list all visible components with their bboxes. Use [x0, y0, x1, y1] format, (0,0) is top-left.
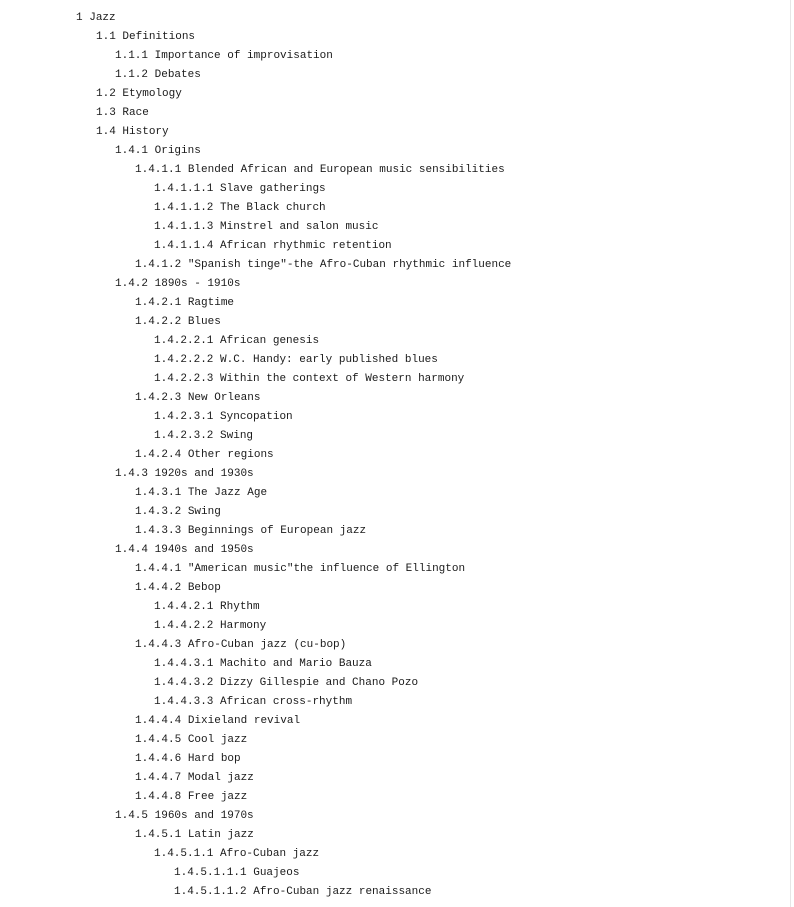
toc-entry-number: 1.4.4.3 — [135, 639, 182, 651]
toc-entry-title: 1940s and 1950s — [154, 544, 254, 556]
toc-entry[interactable] — [0, 619, 511, 638]
toc-entry-title: African genesis — [220, 335, 320, 347]
toc-entry-title: Rhythm — [220, 601, 260, 613]
toc-entry-title: Harmony — [220, 620, 267, 632]
toc-entry-title: 1890s - 1910s — [154, 278, 241, 290]
toc-entry-number: 1.4.4.2.2 — [154, 620, 214, 632]
toc-entry-number: 1.4.4.5 — [135, 734, 182, 746]
toc-entry[interactable] — [0, 638, 511, 657]
toc-entry-title: Afro-Cuban jazz renaissance — [253, 886, 432, 898]
toc-entry-title: Swing — [187, 506, 221, 518]
toc-entry[interactable] — [0, 201, 511, 220]
toc-entry[interactable] — [0, 676, 511, 695]
toc-entry-title: Etymology — [122, 88, 182, 100]
toc-entry-title: History — [122, 126, 169, 138]
toc-entry-title: W.C. Handy: early published blues — [220, 354, 438, 366]
toc-entry[interactable] — [0, 429, 511, 448]
toc-entry-number: 1.4 — [96, 126, 116, 138]
toc-entry[interactable] — [0, 505, 511, 524]
toc-entry-title: Machito and Mario Bauza — [220, 658, 372, 670]
toc-entry-title: Within the context of Western harmony — [220, 373, 465, 385]
toc-entry-title: 1920s and 1930s — [154, 468, 254, 480]
toc-entry-number: 1.4.2.3.2 — [154, 430, 214, 442]
toc-entry-title: Cool jazz — [187, 734, 248, 746]
toc-entry-title: Beginnings of European jazz — [187, 525, 367, 537]
toc-entry[interactable] — [0, 486, 511, 505]
toc-entry[interactable] — [0, 68, 511, 87]
toc-entry-number: 1.1.1 — [115, 50, 149, 62]
toc-entry-title: Latin jazz — [187, 829, 254, 841]
toc-entry-number: 1.4.2.4 — [135, 449, 182, 461]
toc-entry[interactable] — [0, 657, 511, 676]
toc-entry-title: Bebop — [187, 582, 221, 594]
toc-entry-title: 1960s and 1970s — [154, 810, 254, 822]
toc-entry-number: 1.4.1.1.2 — [154, 202, 214, 214]
toc-entry-title: New Orleans — [187, 392, 261, 404]
toc-entry-title: Swing — [220, 430, 254, 442]
toc-entry[interactable] — [0, 885, 511, 904]
toc-entry-number: 1.4.4 — [115, 544, 149, 556]
toc-entry[interactable] — [0, 30, 511, 49]
toc-entry-number: 1.4.5.1.1 — [154, 848, 214, 860]
toc-entry-title: Ragtime — [187, 297, 235, 309]
toc-entry-number: 1.4.4.7 — [135, 772, 182, 784]
toc-entry-number: 1.4.1.2 — [135, 259, 182, 271]
toc-entry-number: 1.4.1 — [115, 145, 149, 157]
toc-entry[interactable] — [0, 524, 511, 543]
toc-entry-title: Free jazz — [187, 791, 248, 803]
toc-entry[interactable] — [0, 163, 511, 182]
toc-entry-title: "American music"the influence of Ellington — [187, 563, 466, 575]
toc-entry-number: 1.4.2.2.2 — [154, 354, 214, 366]
toc-entry[interactable] — [0, 600, 511, 619]
toc-entry[interactable] — [0, 562, 511, 581]
toc-entry-number: 1.4.4.2.1 — [154, 601, 214, 613]
toc-entry[interactable] — [0, 752, 511, 771]
toc-entry[interactable] — [0, 866, 511, 885]
table-of-contents — [0, 11, 511, 904]
toc-entry[interactable] — [0, 847, 511, 866]
toc-entry[interactable] — [0, 87, 511, 106]
toc-entry-number: 1 — [76, 12, 83, 24]
toc-entry-number: 1.4.5.1 — [135, 829, 182, 841]
toc-entry-number: 1.4.4.3.1 — [154, 658, 214, 670]
toc-entry-number: 1.4.5.1.1.2 — [174, 886, 247, 898]
toc-entry[interactable] — [0, 144, 511, 163]
toc-entry[interactable] — [0, 296, 511, 315]
toc-entry-number: 1.4.3.2 — [135, 506, 182, 518]
toc-entry[interactable] — [0, 391, 511, 410]
toc-entry-title: Jazz — [89, 12, 116, 24]
toc-entry-title: Race — [122, 107, 149, 119]
toc-entry-title: Guajeos — [253, 867, 300, 879]
toc-entry-title: Modal jazz — [187, 772, 254, 784]
toc-entry-number: 1.4.3.3 — [135, 525, 182, 537]
toc-entry-number: 1.4.2 — [115, 278, 149, 290]
toc-entry[interactable] — [0, 828, 511, 847]
toc-entry-number: 1.4.5 — [115, 810, 149, 822]
toc-entry[interactable] — [0, 239, 511, 258]
toc-entry-title: Debates — [154, 69, 201, 81]
toc-entry[interactable] — [0, 334, 511, 353]
toc-entry-title: Blended African and European music sensibilities — [187, 164, 505, 176]
toc-entry[interactable] — [0, 543, 511, 562]
toc-entry-number: 1.4.2.1 — [135, 297, 182, 309]
toc-entry-number: 1.4.1.1.1 — [154, 183, 214, 195]
toc-entry[interactable] — [0, 372, 511, 391]
toc-entry-title: Origins — [154, 145, 201, 157]
toc-entry-title: Hard bop — [187, 753, 241, 765]
toc-entry-title: "Spanish tinge"-the Afro-Cuban rhythmic influence — [187, 259, 512, 271]
toc-entry[interactable] — [0, 49, 511, 68]
toc-entry[interactable] — [0, 695, 511, 714]
toc-entry-title: The Jazz Age — [187, 487, 268, 499]
toc-entry-number: 1.2 — [96, 88, 116, 100]
toc-entry[interactable] — [0, 448, 511, 467]
toc-entry-title: Blues — [187, 316, 221, 328]
toc-entry-number: 1.4.4.2 — [135, 582, 182, 594]
toc-entry-number: 1.4.1.1 — [135, 164, 182, 176]
toc-entry-number: 1.4.5.1.1.1 — [174, 867, 247, 879]
toc-entry[interactable] — [0, 809, 511, 828]
toc-entry-number: 1.4.2.2.1 — [154, 335, 214, 347]
toc-entry-number: 1.4.2.3.1 — [154, 411, 214, 423]
toc-entry-number: 1.4.2.2.3 — [154, 373, 214, 385]
toc-entry-number: 1.4.3 — [115, 468, 149, 480]
toc-entry-number: 1.4.1.1.3 — [154, 221, 214, 233]
toc-entry[interactable] — [0, 714, 511, 733]
toc-entry-title: Afro-Cuban jazz (cu-bop) — [187, 639, 347, 651]
toc-entry-number: 1.4.4.4 — [135, 715, 182, 727]
toc-entry-number: 1.4.4.6 — [135, 753, 182, 765]
toc-entry[interactable] — [0, 182, 511, 201]
toc-entry[interactable] — [0, 410, 511, 429]
toc-entry-number: 1.4.2.3 — [135, 392, 182, 404]
toc-entry-title: Importance of improvisation — [154, 50, 333, 62]
toc-entry[interactable] — [0, 771, 511, 790]
toc-entry-number: 1.4.4.3.3 — [154, 696, 214, 708]
toc-entry-title: Dixieland revival — [187, 715, 301, 727]
toc-entry-title: Syncopation — [220, 411, 293, 423]
toc-entry-title: African rhythmic retention — [220, 240, 392, 252]
toc-entry[interactable] — [0, 258, 511, 277]
toc-entry[interactable] — [0, 277, 511, 296]
toc-entry[interactable] — [0, 220, 511, 239]
toc-entry[interactable] — [0, 315, 511, 334]
toc-entry-title: The Black church — [220, 202, 326, 214]
toc-entry[interactable] — [0, 106, 511, 125]
toc-entry-title: Afro-Cuban jazz — [220, 848, 320, 860]
toc-entry-title: Dizzy Gillespie and Chano Pozo — [220, 677, 419, 689]
toc-entry[interactable] — [0, 581, 511, 600]
page-edge-divider — [790, 0, 791, 907]
toc-entry[interactable] — [0, 11, 511, 30]
toc-entry-title: Other regions — [187, 449, 274, 461]
toc-entry[interactable] — [0, 125, 511, 144]
toc-entry[interactable] — [0, 733, 511, 752]
toc-entry-number: 1.4.4.1 — [135, 563, 182, 575]
toc-entry-number: 1.4.4.3.2 — [154, 677, 214, 689]
toc-entry-title: Definitions — [122, 31, 196, 43]
toc-entry-number: 1.1 — [96, 31, 116, 43]
toc-entry[interactable] — [0, 353, 511, 372]
toc-entry-title: Slave gatherings — [220, 183, 326, 195]
toc-entry-number: 1.3 — [96, 107, 116, 119]
toc-entry[interactable] — [0, 790, 511, 809]
toc-entry[interactable] — [0, 467, 511, 486]
toc-entry-number: 1.4.4.8 — [135, 791, 182, 803]
toc-entry-number: 1.4.1.1.4 — [154, 240, 214, 252]
toc-entry-title: African cross-rhythm — [220, 696, 353, 708]
toc-entry-number: 1.4.3.1 — [135, 487, 182, 499]
toc-entry-title: Minstrel and salon music — [220, 221, 379, 233]
toc-entry-number: 1.1.2 — [115, 69, 149, 81]
toc-entry-number: 1.4.2.2 — [135, 316, 182, 328]
